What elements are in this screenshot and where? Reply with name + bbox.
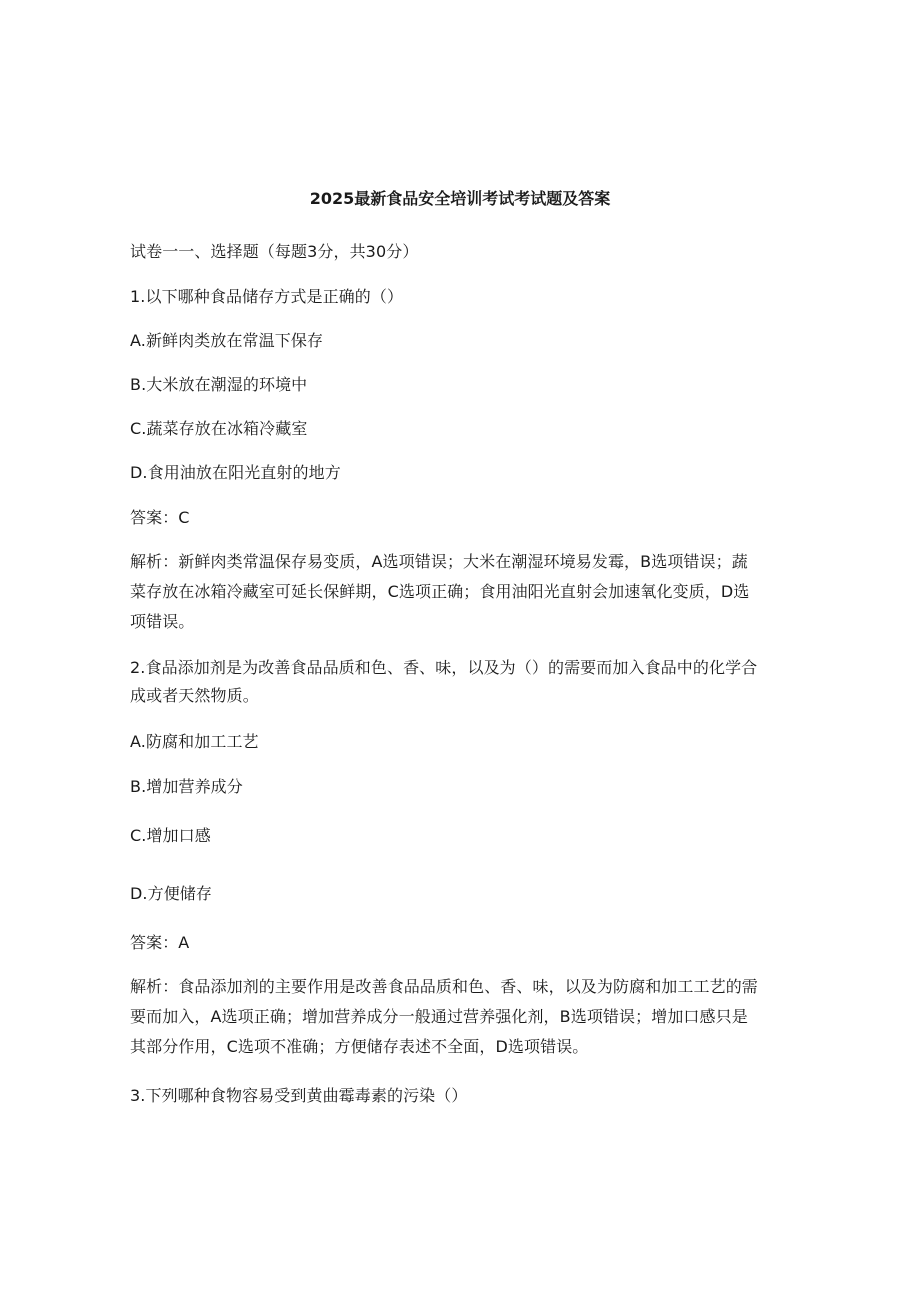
question-2-option-a: A.防腐和加工工艺: [130, 732, 259, 751]
section-heading: 试卷一一、选择题（每题3分，共30分）: [130, 242, 419, 261]
question-2-stem-line: 2.食品添加剂是为改善食品品质和色、香、味，以及为（）的需要而加入食品中的化学合: [130, 658, 758, 677]
question-1-answer: 答案：C: [130, 508, 190, 527]
question-2-stem-line: 成或者天然物质。: [130, 686, 259, 705]
question-1-option-c: C.蔬菜存放在冰箱冷藏室: [130, 419, 308, 438]
document-title: 2025最新食品安全培训考试考试题及答案: [309, 189, 611, 208]
question-1-analysis-line: 解析：新鲜肉类常温保存易变质，A选项错误；大米在潮湿环境易发霉，B选项错误；蔬: [130, 552, 748, 571]
question-1-analysis-line: 项错误。: [130, 612, 195, 631]
question-1-option-b: B.大米放在潮湿的环境中: [130, 375, 308, 394]
question-2-answer: 答案：A: [130, 933, 190, 952]
question-2-option-d: D.方便储存: [130, 884, 213, 903]
question-2-analysis-line: 解析：食品添加剂的主要作用是改善食品品质和色、香、味，以及为防腐和加工工艺的需: [130, 977, 758, 996]
question-2-option-b: B.增加营养成分: [130, 777, 243, 796]
question-1-option-a: A.新鲜肉类放在常温下保存: [130, 331, 324, 350]
question-2-analysis-line: 其部分作用，C选项不准确；方便储存表述不全面，D选项错误。: [130, 1037, 589, 1056]
question-3-stem: 3.下列哪种食物容易受到黄曲霉毒素的污染（）: [130, 1086, 468, 1105]
question-1-stem: 1.以下哪种食品储存方式是正确的（）: [130, 287, 404, 306]
question-1-option-d: D.食用油放在阳光直射的地方: [130, 463, 341, 482]
question-2-analysis-line: 要而加入，A选项正确；增加营养成分一般通过营养强化剂，B选项错误；增加口感只是: [130, 1007, 748, 1026]
question-2-option-c: C.增加口感: [130, 826, 211, 845]
question-1-analysis-line: 菜存放在冰箱冷藏室可延长保鲜期，C选项正确；食用油阳光直射会加速氧化变质，D选: [130, 582, 750, 601]
